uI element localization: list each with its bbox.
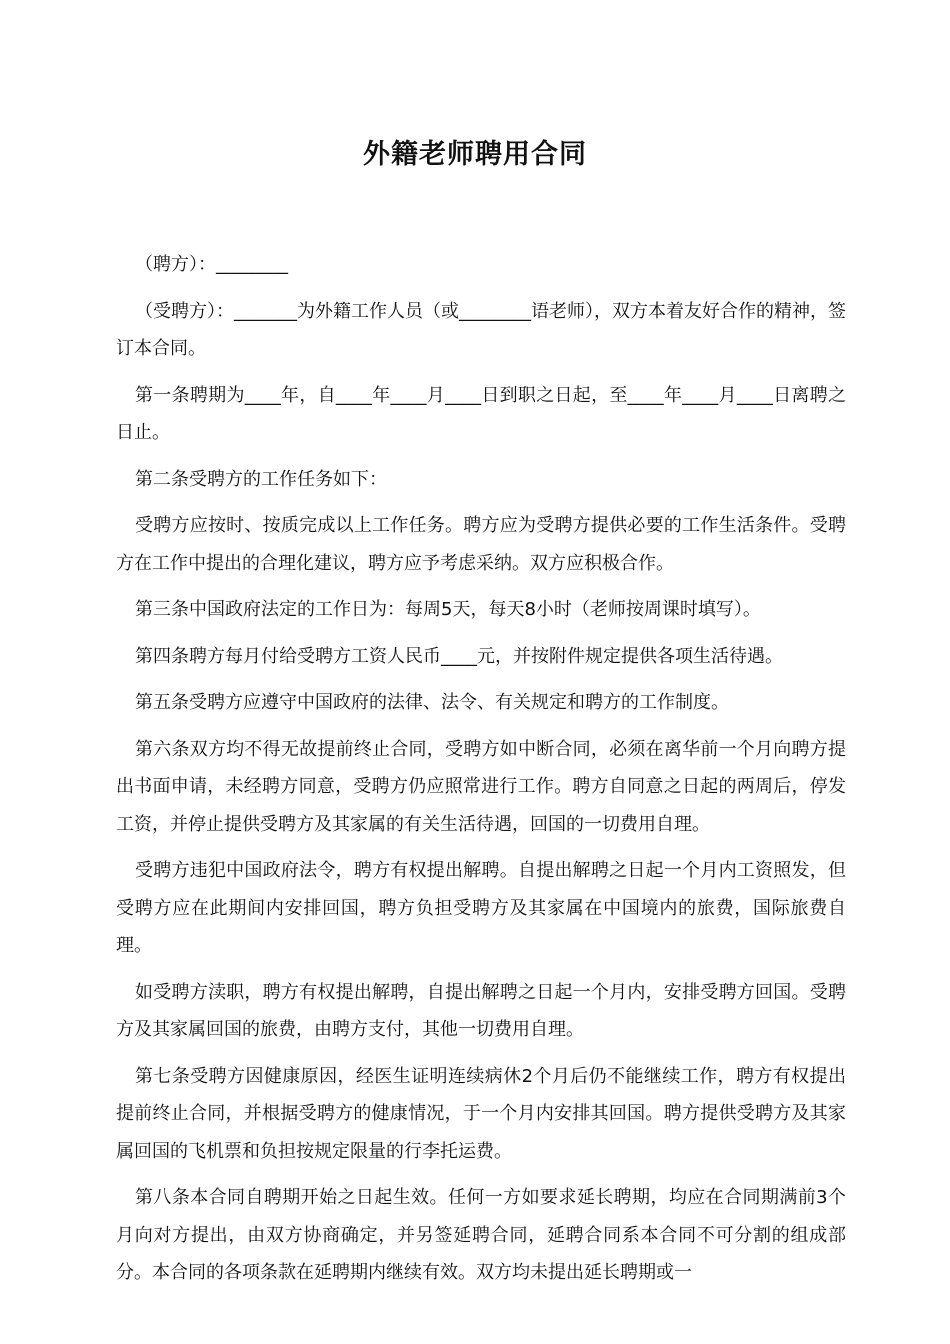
paragraph-article-2: 第二条受聘方的工作任务如下：	[135, 468, 387, 490]
paragraph-article-7: 第七条受聘方因健康原因，经医生证明连续病休2个月后仍不能继续工作，聘方有权提出提前终止合同，并根据受聘方的健康情况，于一个月内安排其回国。聘方提供受聘方及其家属回国的飞机票和负担按规定限量的行李托运费。	[116, 1065, 846, 1162]
paragraph-employer: （聘方）：________	[135, 254, 288, 275]
document-title: 外籍老师聘用合同	[363, 139, 587, 170]
paragraph-article-5: 第五条受聘方应遵守中国政府的法律、法令、有关规定和聘方的工作制度。	[135, 692, 729, 713]
paragraph-article-2-detail: 受聘方应按时、按质完成以上工作任务。聘方应为受聘方提供必要的工作生活条件。受聘方在工作中提出的合理化建议，聘方应予考虑采纳。双方应积极合作。	[116, 515, 846, 574]
paragraph-article-8: 第八条本合同自聘期开始之日起生效。任何一方如要求延长聘期，均应在合同期满前3个月向对方提出，由双方协商确定，并另签延聘合同，延聘合同系本合同不可分割的组成部分。本合同的各项条款在延聘期内继续有效。双方均未提出延长聘期或一	[116, 1187, 846, 1283]
paragraph-article-4: 第四条聘方每月付给受聘方工资人民币____元，并按附件规定提供各项生活待遇。	[135, 645, 783, 667]
paragraph-employee: （受聘方）：_______为外籍工作人员（或________语老师），双方本着友好合作的精神，签订本合同。	[116, 300, 846, 359]
paragraph-article-6: 第六条双方均不得无故提前终止合同，受聘方如中断合同，必须在离华前一个月向聘方提出书面申请，未经聘方同意，受聘方仍应照常进行工作。聘方自同意之日起的两周后，停发工资，并停止提供受聘方及其家属的有关生活待遇，回国的一切费用自理。	[116, 738, 846, 835]
document-body	[116, 246, 846, 1301]
paragraph-article-6-negligence: 如受聘方渎职，聘方有权提出解聘，自提出解聘之日起一个月内，安排受聘方回国。受聘方及其家属回国的旅费，由聘方支付，其他一切费用自理。	[116, 981, 846, 1040]
paragraph-article-3: 第三条中国政府法定的工作日为：每周5天，每天8小时（老师按周课时填写）。	[135, 599, 761, 620]
paragraph-article-1: 第一条聘期为____年，自____年____月____日到职之日起，至____年____月____日离聘之日止。	[116, 384, 846, 443]
paragraph-article-6-violation: 受聘方违犯中国政府法令，聘方有权提出解聘。自提出解聘之日起一个月内工资照发，但受聘方应在此期间内安排回国，聘方负担受聘方及其家属在中国境内的旅费，国际旅费自理。	[116, 860, 846, 956]
